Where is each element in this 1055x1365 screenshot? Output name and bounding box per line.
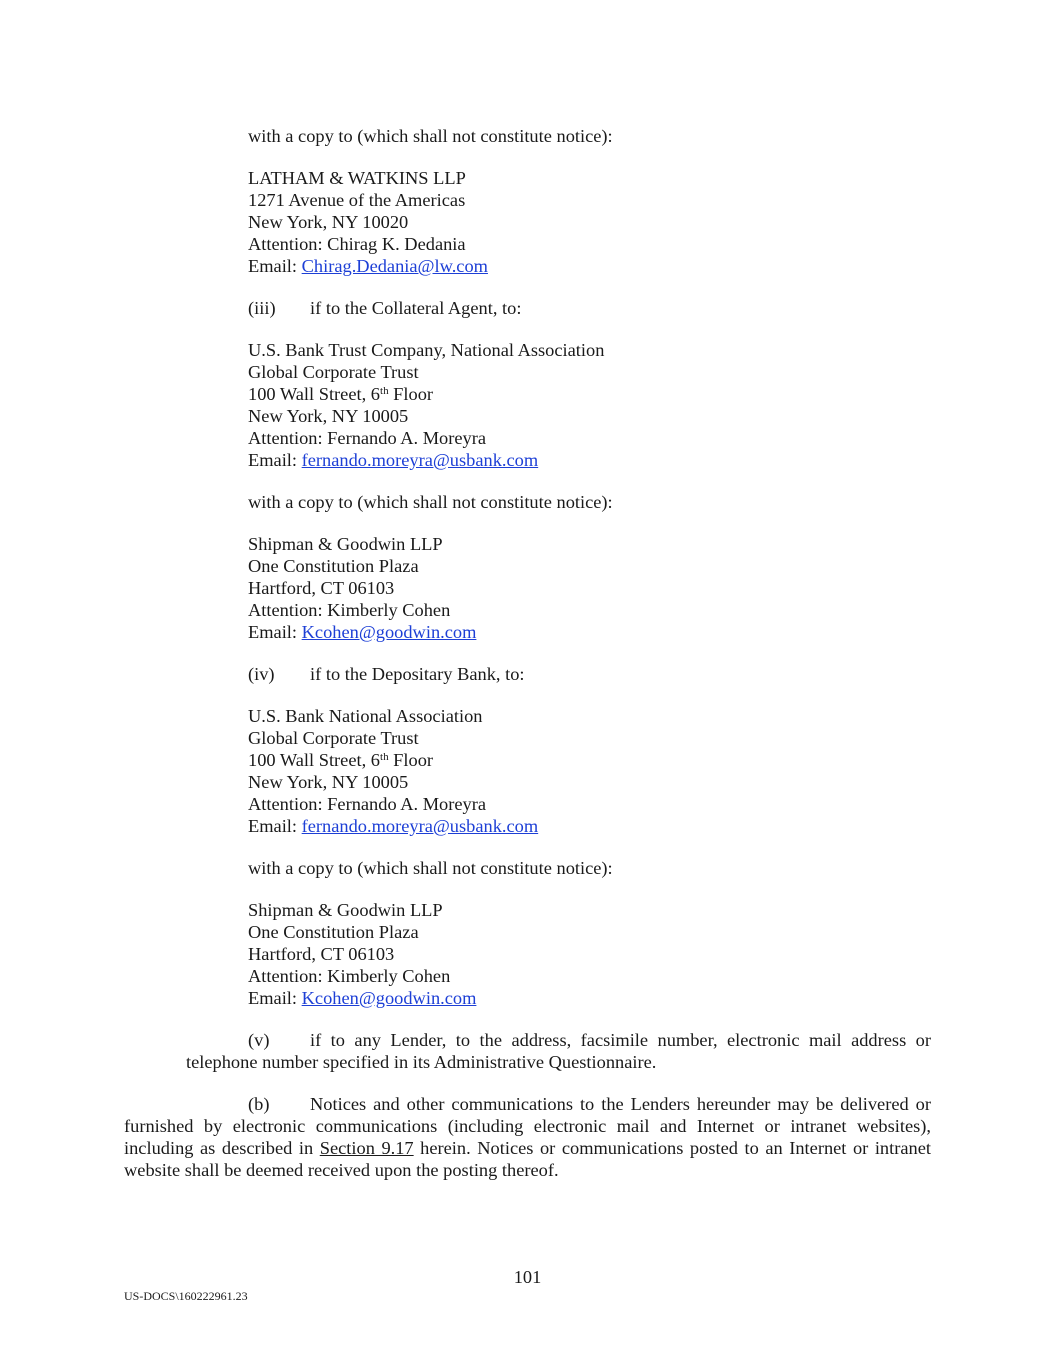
usbank-trust-attention: Attention: Fernando A. Moreyra xyxy=(248,428,487,448)
usbank-na-email-line xyxy=(248,815,538,837)
usbank-trust-dept: Global Corporate Trust xyxy=(248,362,419,382)
street-ordinal: th xyxy=(380,385,389,397)
latham-attention: Attention: Chirag K. Dedania xyxy=(248,234,466,254)
street-floor: Floor xyxy=(388,750,434,770)
street-text: 100 Wall Street, 6 xyxy=(248,750,381,770)
usbank-na-street xyxy=(248,749,433,771)
shipman-1-attention: Attention: Kimberly Cohen xyxy=(248,600,451,620)
latham-email-link[interactable]: Chirag.Dedania@lw.com xyxy=(301,256,488,276)
street-ordinal: th xyxy=(380,751,389,763)
item-iii-text: if to the Collateral Agent, to: xyxy=(310,298,522,318)
latham-address2: New York, NY 10020 xyxy=(248,212,409,232)
shipman-2-name: Shipman & Goodwin LLP xyxy=(248,900,443,920)
item-v-number: (v) xyxy=(248,1030,270,1050)
paragraph-b xyxy=(124,1093,931,1181)
latham-email-line xyxy=(248,255,488,277)
usbank-na-email-link[interactable]: fernando.moreyra@usbank.com xyxy=(301,816,539,836)
street-floor: Floor xyxy=(388,384,434,404)
item-iv-number: (iv) xyxy=(248,664,275,684)
item-v-line1 xyxy=(248,1029,931,1051)
email-label: Email: xyxy=(248,988,302,1008)
usbank-trust-email-link[interactable]: fernando.moreyra@usbank.com xyxy=(301,450,539,470)
latham-name: LATHAM & WATKINS LLP xyxy=(248,168,466,188)
street-text: 100 Wall Street, 6 xyxy=(248,384,381,404)
item-iv xyxy=(248,663,525,685)
page-number: 101 xyxy=(513,1267,542,1287)
usbank-trust-email-line xyxy=(248,449,538,471)
paragraph-b-line3 xyxy=(124,1137,931,1159)
usbank-trust-street xyxy=(248,383,433,405)
paragraph-b-text1: Notices and other communications to the Lenders hereunder may be delivered or xyxy=(310,1094,931,1114)
shipman-2-address2: Hartford, CT 06103 xyxy=(248,944,395,964)
paragraph-b-text3b: herein. Notices or communications posted to an Internet or intranet xyxy=(413,1138,931,1158)
email-label: Email: xyxy=(248,450,302,470)
usbank-na-attention: Attention: Fernando A. Moreyra xyxy=(248,794,487,814)
email-label: Email: xyxy=(248,622,302,642)
copy-intro-2: with a copy to (which shall not constitute notice): xyxy=(248,492,613,512)
shipman-2-email-link[interactable]: Kcohen@goodwin.com xyxy=(301,988,477,1008)
document-id: US-DOCS\160222961.23 xyxy=(124,1289,248,1303)
usbank-trust-name: U.S. Bank Trust Company, National Association xyxy=(248,340,605,360)
item-iv-text: if to the Depositary Bank, to: xyxy=(310,664,525,684)
paragraph-b-number: (b) xyxy=(248,1094,270,1114)
paragraph-b-line2: furnished by electronic communications (including electronic mail and Internet or intranet websites), xyxy=(124,1116,931,1136)
paragraph-b-text3a: including as described in xyxy=(124,1138,320,1158)
shipman-1-address1: One Constitution Plaza xyxy=(248,556,419,576)
shipman-2-email-line xyxy=(248,987,476,1009)
paragraph-b-line4: website shall be deemed received upon the posting thereof. xyxy=(124,1160,559,1180)
usbank-na-name: U.S. Bank National Association xyxy=(248,706,483,726)
email-label: Email: xyxy=(248,256,302,276)
item-iii xyxy=(248,297,521,319)
email-label: Email: xyxy=(248,816,302,836)
latham-address1: 1271 Avenue of the Americas xyxy=(248,190,466,210)
item-v-line2: telephone number specified in its Administrative Questionnaire. xyxy=(186,1052,657,1072)
usbank-na-city: New York, NY 10005 xyxy=(248,772,409,792)
copy-intro-3: with a copy to (which shall not constitute notice): xyxy=(248,858,613,878)
usbank-na-dept: Global Corporate Trust xyxy=(248,728,419,748)
shipman-1-name: Shipman & Goodwin LLP xyxy=(248,534,443,554)
usbank-trust-city: New York, NY 10005 xyxy=(248,406,409,426)
copy-intro-1: with a copy to (which shall not constitute notice): xyxy=(248,126,613,146)
shipman-2-attention: Attention: Kimberly Cohen xyxy=(248,966,451,986)
item-v-text: if to any Lender, to the address, facsimile number, electronic mail address or xyxy=(310,1030,931,1050)
shipman-1-email-line xyxy=(248,621,476,643)
shipman-2-address1: One Constitution Plaza xyxy=(248,922,419,942)
shipman-1-address2: Hartford, CT 06103 xyxy=(248,578,395,598)
section-reference: Section 9.17 xyxy=(319,1138,414,1158)
shipman-1-email-link[interactable]: Kcohen@goodwin.com xyxy=(301,622,477,642)
paragraph-b-line1 xyxy=(124,1093,931,1115)
item-iii-number: (iii) xyxy=(248,298,276,318)
